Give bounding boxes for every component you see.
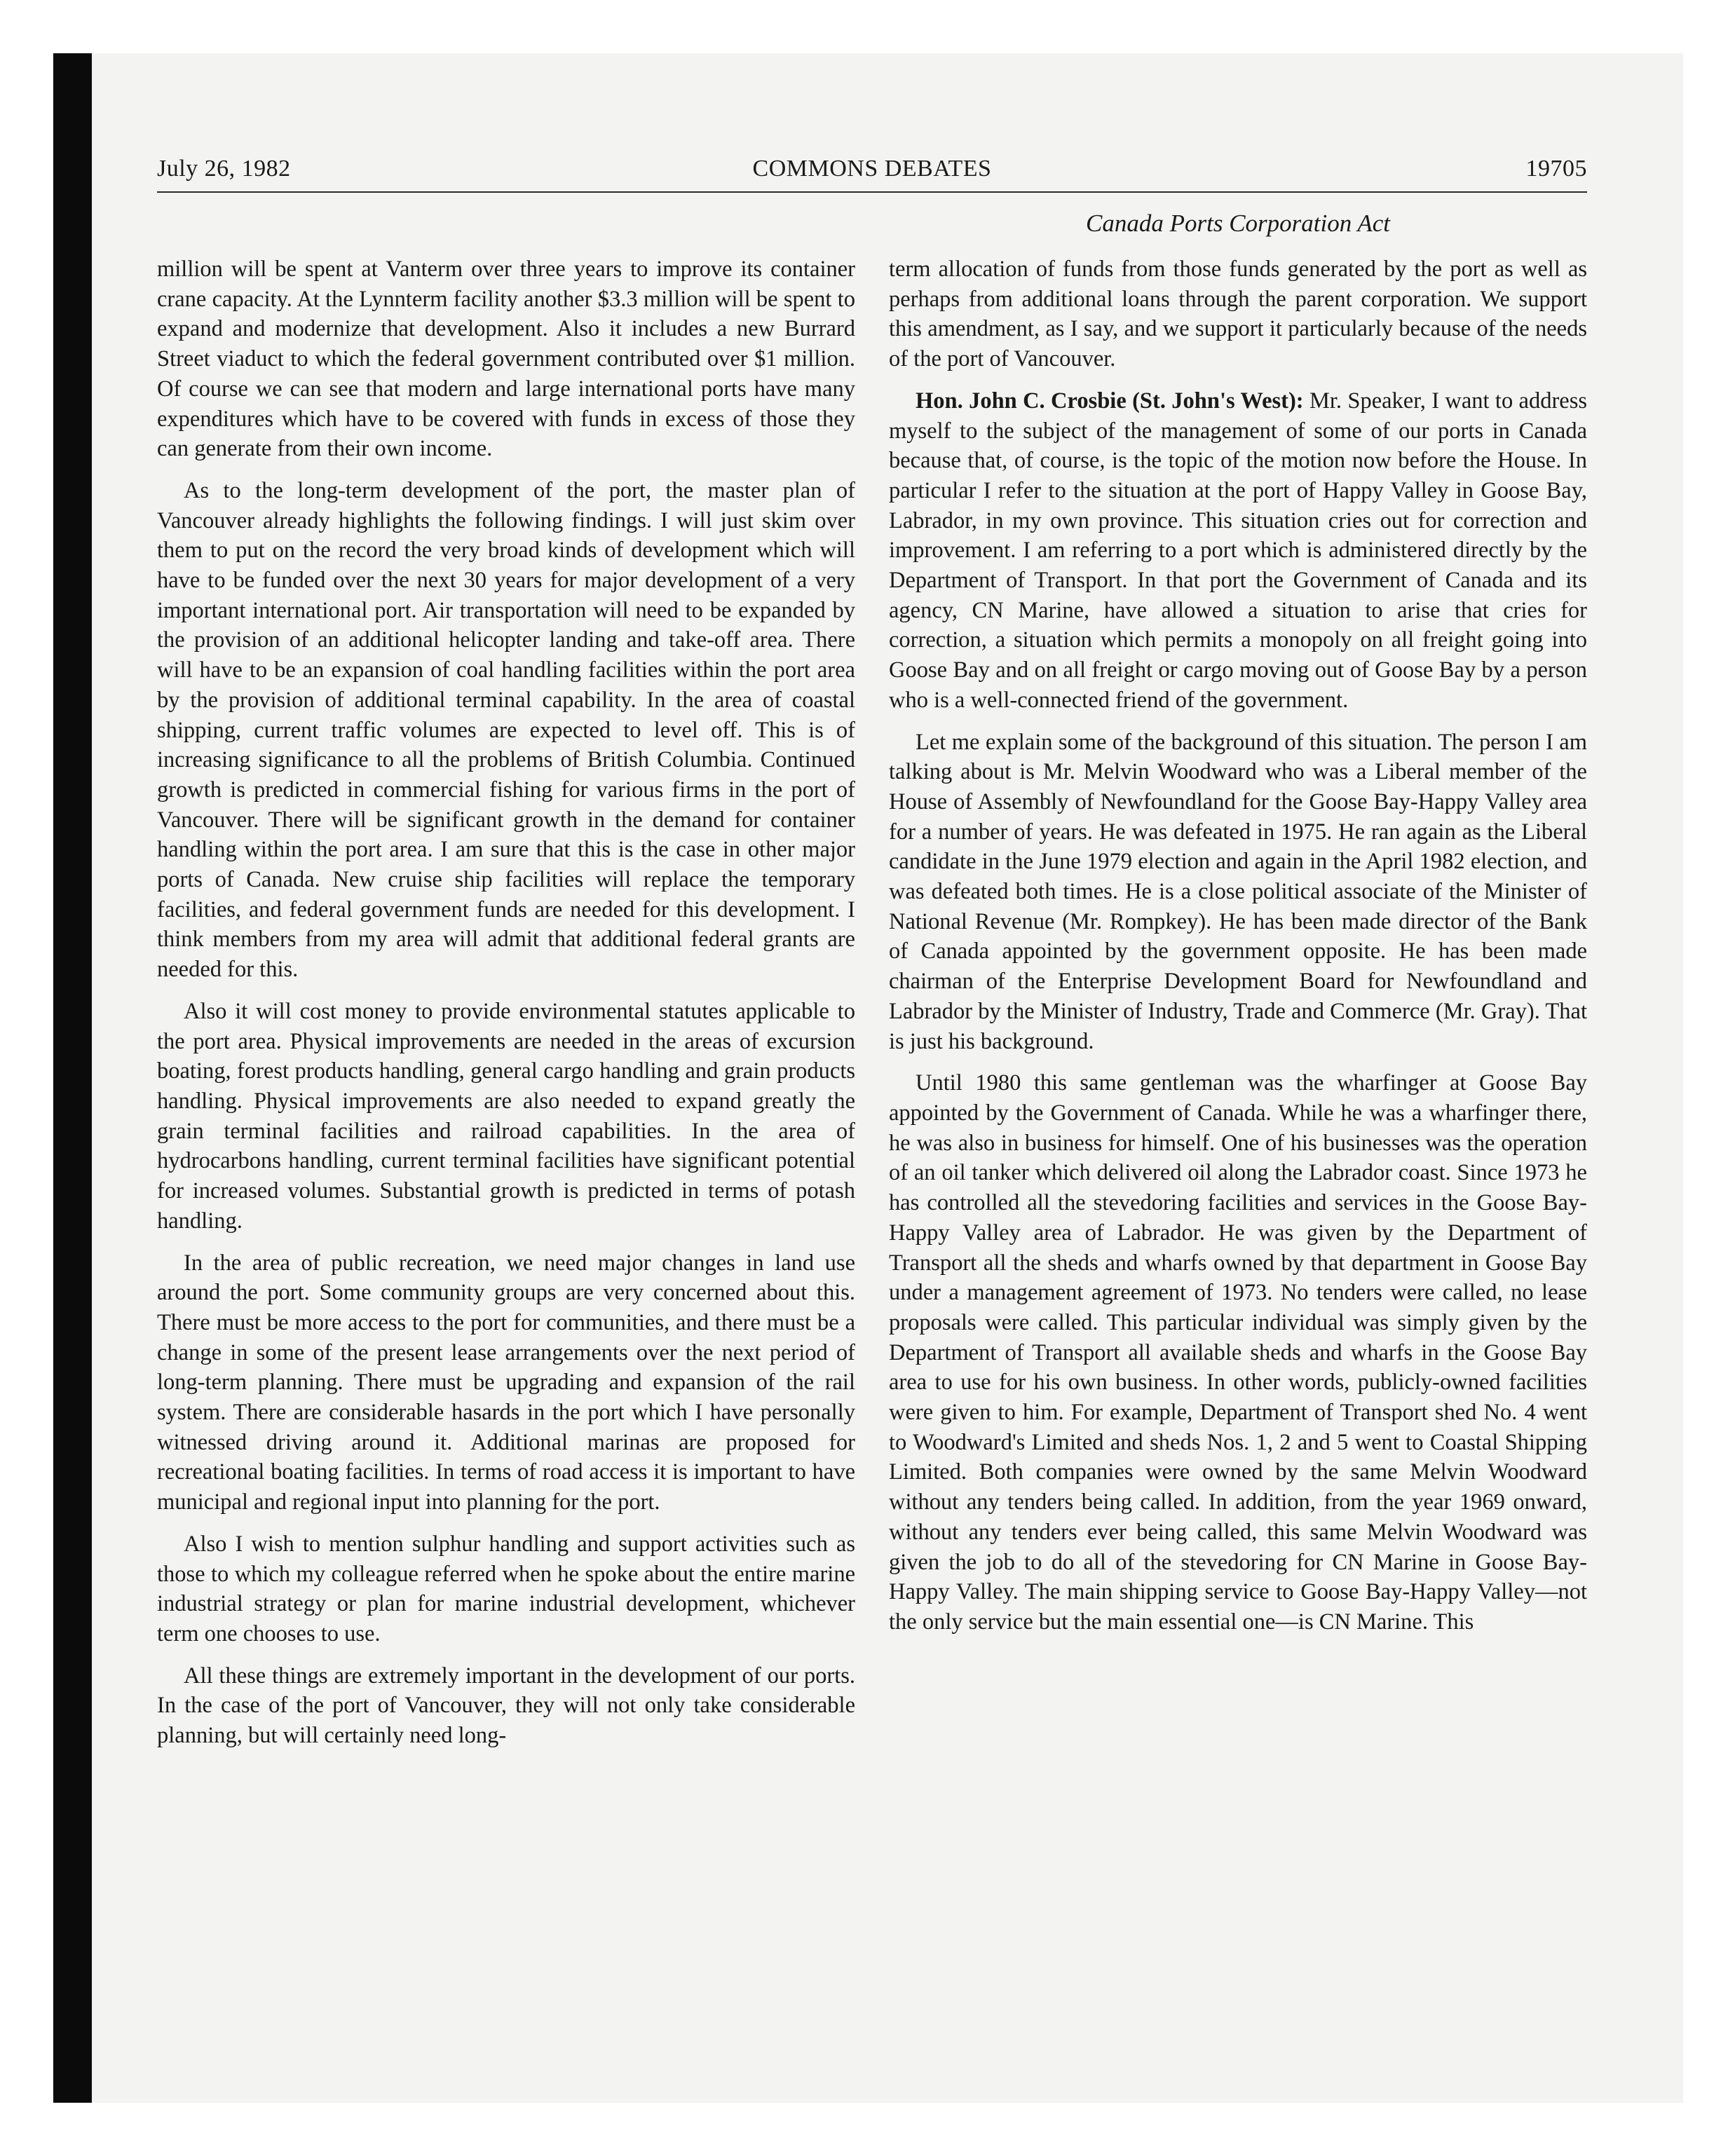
header-page-number: 19705 [1525, 156, 1587, 182]
paragraph: Also I wish to mention sulphur handling and support activities such as those to which my colleague referred when he spoke about the entire marine industrial strategy or plan for marine industrial development, whichever term one chooses to use. [157, 1531, 855, 1646]
section-title: Canada Ports Corporation Act [1086, 210, 1390, 237]
speech-paragraph [889, 386, 1587, 716]
paragraph: Let me explain some of the background of this situation. The person I am talking about is Mr. Melvin Woodward who was a Liberal member of the House of Assembly of Newfoundland for the Goose Bay-Happy Valley area for a number of years. He was defeated in 1975. He ran again as the Liberal candidate in the June 1979 election and again in the April 1982 election, and was defeated both times. He is a close political associate of the Minister of National Revenue (Mr. Rompkey). He has been made director of the Bank of Canada appointed by the government opposite. He has been made chairman of the Enterprise Development Board for Newfoundland and Labrador by the Minister of Industry, Trade and Commerce (Mr. Gray). That is just his background. [889, 729, 1587, 1054]
paragraph: million will be spent at Vanterm over three years to improve its container crane capacity. At the Lynnterm facility another $3.3 million will be spent to expand and modernize that development. Also it includes a new Burrard Street viaduct to which the federal government contributed over $1 million. Of course we can see that modern and large international ports have many expenditures which have to be covered with funds in excess of those they can generate from their own income. [157, 257, 855, 462]
speech-text: Mr. Speaker, I want to address myself to the subject of the management of some of our ports in Canada because that, of course, is the topic of the motion now before the House. In particular I refer to the situation at the port of Happy Valley in Goose Bay, Labrador, in my own province. This situation cries out for correction and improvement. I am referring to a port which is administered directly by the Department of Transport. In that port the Government of Canada and its agency, CN Marine, have allowed a situation to arise that cries for correction, a situation which permits a monopoly on all freight going into Goose Bay and on all freight or cargo moving out of Goose Bay by a person who is a well-connected friend of the government. [889, 388, 1588, 713]
paragraph: Until 1980 this same gentleman was the wharfinger at Goose Bay appointed by the Government of Canada. While he was a wharfinger there, he was also in business for himself. One of his businesses was the operation of an oil tanker which delivered oil along the Labrador coast. Since 1973 he has controlled all the stevedoring facilities and services in the Goose Bay-Happy Valley area of Labrador. He was given by the Department of Transport all the sheds and wharfs owned by that department in Goose Bay under a management agreement of 1973. No tenders were called, no lease proposals were called. This particular individual was simply given by the Department of Transport all available sheds and wharfs in the Goose Bay area to use for his own business. In other words, publicly-owned facilities were given to him. For example, Department of Transport shed No. 4 went to Woodward's Limited and sheds Nos. 1, 2 and 5 went to Coastal Shipping Limited. Both companies were owned by the same Melvin Woodward without any tenders being called. In addition, from the year 1969 onward, without any tenders ever being called, this same Melvin Woodward was given the job to do all of the stevedoring for CN Marine in Goose Bay-Happy Valley. The main shipping service to Goose Bay-Happy Valley—not the only service but the main essential one—is CN Marine. This [889, 1070, 1587, 1635]
right-column [889, 254, 1587, 1649]
scan-edge-left [53, 53, 92, 2103]
left-column [157, 254, 855, 1763]
paragraph: term allocation of funds from those funds generated by the port as well as perhaps from additional loans through the parent corporation. We support this amendment, as I say, and we support it particularly because of the needs of the port of Vancouver. [889, 257, 1587, 372]
speaker-name: Hon. John C. Crosbie (St. John's West): [916, 388, 1304, 414]
paragraph: Also it will cost money to provide environmental statutes applicable to the port area. Physical improvements are needed in the areas of excursion boating, forest products handling, general cargo handling and grain products handling. Physical improvements are also needed to expand greatly the grain terminal facilities and railroad capabilities. In the area of hydrocarbons handling, current terminal facilities have significant potential for increased volumes. Substantial growth is predicted in terms of potash handling. [157, 998, 855, 1234]
paragraph: As to the long-term development of the port, the master plan of Vancouver already highlights the following findings. I will just skim over them to put on the record the very broad kinds of development which will have to be funded over the next 30 years for major development of a very important international port. Air transportation will need to be expanded by the provision of an additional helicopter landing and take-off area. There will have to be an expansion of coal handling facilities within the port area by the provision of additional terminal capability. In the area of coastal shipping, current traffic volumes are expected to level off. This is of increasing significance to all the problems of British Columbia. Continued growth is predicted in commercial fishing for various firms in the port of Vancouver. There will be significant growth in the demand for container handling within the port area. I am sure that this is the case in other major ports of Canada. New cruise ship facilities will replace the temporary facilities, and federal government funds are needed for this development. I think members from my area will admit that additional federal grants are needed for this. [157, 477, 855, 983]
header-date: July 26, 1982 [157, 156, 291, 182]
header-publication: COMMONS DEBATES [752, 156, 992, 182]
header-rule [157, 191, 1587, 193]
paragraph: In the area of public recreation, we need major changes in land use around the port. Some community groups are very concerned about this. There must be more access to the port for communities, and there must be a change in some of the present lease arrangements over the next period of long-term planning. There must be upgrading and expansion of the rail system. There are considerable hasards in the port which I have personally witnessed driving around it. Additional marinas are proposed for recreational boating facilities. In terms of road access it is important to have municipal and regional input into planning for the port. [157, 1250, 855, 1515]
paragraph: All these things are extremely important in the development of our ports. In the case of the port of Vancouver, they will not only take considerable planning, but will certainly need long- [157, 1663, 855, 1749]
running-head [157, 156, 1587, 191]
